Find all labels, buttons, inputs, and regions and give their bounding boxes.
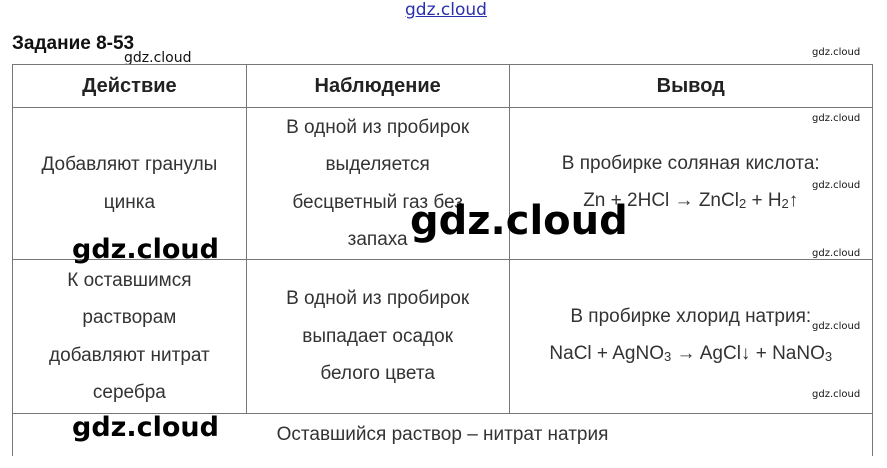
- cell-line: запаха: [347, 229, 408, 250]
- final-note: Оставшийся раствор – нитрат натрия: [13, 414, 873, 457]
- header-observation: Наблюдение: [246, 65, 509, 108]
- conclusion-text: В пробирке соляная кислота:: [561, 152, 820, 174]
- watermark-tiny: gdz.cloud: [812, 180, 861, 191]
- cell-line: бесцветный газ без: [292, 191, 463, 213]
- header-action: Действие: [13, 65, 247, 108]
- watermark-large: gdz.cloud: [72, 412, 219, 443]
- cell-observation: [246, 260, 509, 414]
- watermark-tiny: gdz.cloud: [812, 47, 861, 58]
- cell-line: добавляют нитрат: [49, 344, 210, 366]
- watermark-huge: gdz.cloud: [410, 198, 628, 244]
- watermark-tiny: gdz.cloud: [812, 389, 861, 400]
- conclusion-text: В пробирке хлорид натрия:: [570, 305, 812, 327]
- watermark-top: gdz.cloud: [405, 0, 487, 20]
- watermark-tiny: gdz.cloud: [812, 113, 861, 124]
- page-title: Задание 8-53: [12, 33, 135, 54]
- cell-line: В одной из пробирок: [286, 288, 470, 310]
- cell-line: выделяется: [325, 154, 430, 175]
- header-conclusion: Вывод: [509, 65, 873, 108]
- cell-line: выпадает осадок: [302, 325, 454, 347]
- cell-line: растворам: [82, 307, 177, 328]
- table-row: [13, 260, 873, 414]
- cell-line: цинка: [103, 191, 156, 213]
- watermark-small: gdz.cloud: [124, 50, 192, 66]
- watermark-large: gdz.cloud: [72, 234, 219, 265]
- header-row: [13, 65, 873, 108]
- cell-line: В одной из пробирок: [286, 116, 470, 138]
- watermark-tiny: gdz.cloud: [812, 248, 861, 259]
- cell-line: белого цвета: [320, 363, 435, 385]
- cell-line: К оставшимся: [67, 269, 192, 291]
- cell-line: серебра: [92, 382, 166, 403]
- watermark-tiny: gdz.cloud: [812, 321, 861, 332]
- reaction-equation: Zn + 2HCl → ZnCl$_2$ + $H_2↑$: [583, 190, 799, 211]
- cell-action: [13, 260, 247, 414]
- cell-line: Добавляют гранулы: [41, 154, 218, 175]
- reaction-equation: NaCl + AgNO$_3$ → AgCl↓ + NaNO$_3$: [549, 343, 833, 364]
